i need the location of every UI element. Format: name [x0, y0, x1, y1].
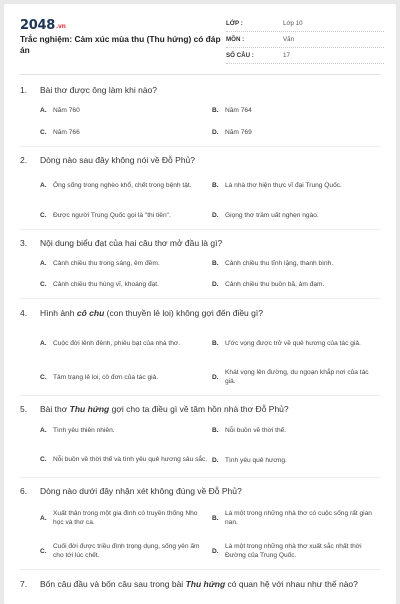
option-1a[interactable] [40, 105, 209, 115]
site-logo[interactable] [20, 18, 66, 33]
question-stem: Bài thơ được ông làm khi nào? [40, 85, 158, 95]
option-letter: D. [212, 373, 219, 381]
question-stem-part: gợi cho ta điều gì về tâm hồn nhà thơ Đỗ Phủ? [109, 404, 289, 414]
question-text [20, 237, 380, 249]
option-letter: A. [40, 259, 47, 267]
question-2 [20, 154, 380, 166]
question-text [20, 154, 380, 166]
question-5 [20, 403, 380, 415]
option-letter: B. [212, 514, 219, 522]
option-text: Cảnh chiều thu buồn bã, ảm đạm. [225, 280, 325, 288]
option-letter: C. [40, 280, 47, 288]
question-3 [20, 237, 380, 249]
option-3b[interactable] [212, 258, 381, 268]
question-text [20, 578, 380, 590]
question-stem: Dòng nào sau đây không nói về Đỗ Phủ? [40, 155, 196, 165]
option-letter: C. [40, 211, 47, 219]
option-letter: B. [212, 426, 219, 434]
option-text: Giọng thơ trầm uất nghẹn ngào. [225, 211, 319, 219]
question-stem-part: Bài thơ [40, 404, 70, 414]
exam-page [4, 4, 396, 604]
question-stem-emphasis: cô chu [76, 308, 105, 318]
question-text [20, 403, 380, 415]
meta-label: SỐ CÂU : [226, 52, 254, 59]
option-letter: B. [212, 106, 219, 114]
option-text: Cảnh chiều thu trong sáng, êm đềm. [53, 259, 160, 267]
question-stem-part: có quan hệ với nhau như thế nào? [225, 579, 358, 589]
meta-row-class [226, 16, 384, 32]
option-text: Nỗi buồn về thời thế và tình yêu quê hương sâu sắc. [53, 455, 208, 463]
option-letter: A. [40, 426, 47, 434]
option-letter: A. [40, 181, 47, 189]
option-letter: A. [40, 514, 47, 522]
meta-label: LỚP : [226, 20, 243, 27]
option-letter: B. [212, 339, 219, 347]
option-2d[interactable] [212, 210, 381, 220]
meta-value: 17 [283, 52, 290, 59]
question-number: 7. [20, 579, 28, 589]
option-5d[interactable] [212, 455, 381, 465]
option-letter: C. [40, 547, 47, 555]
option-text: Khát vọng lên đường, du ngoạn khắp nơi của tác giả. [225, 369, 369, 385]
meta-value: Văn [283, 36, 295, 43]
option-letter: C. [40, 455, 47, 463]
question-divider [20, 477, 380, 478]
option-letter: A. [40, 339, 47, 347]
question-divider [20, 395, 380, 396]
option-letter: A. [40, 106, 47, 114]
question-number: 3. [20, 238, 28, 248]
option-letter: D. [212, 211, 219, 219]
meta-value: Lớp 10 [283, 20, 303, 27]
question-6 [20, 485, 380, 497]
option-6c[interactable] [40, 542, 209, 560]
question-stem-part: Hình ảnh [40, 308, 77, 318]
question-stem-emphasis: Thu hứng [185, 579, 226, 589]
option-text: Tình yêu quê hương. [225, 456, 287, 464]
option-text: Tình yêu thiên nhiên. [53, 426, 115, 434]
option-6b[interactable] [212, 509, 381, 527]
question-divider [20, 229, 380, 230]
option-6a[interactable] [40, 509, 209, 527]
option-letter: B. [212, 181, 219, 189]
option-2a[interactable] [40, 175, 209, 195]
option-5b[interactable] [212, 425, 381, 435]
option-letter: C. [40, 373, 47, 381]
option-text: Là nhà thơ hiện thực vĩ đại Trung Quốc. [225, 181, 342, 189]
option-letter: C. [40, 128, 47, 136]
question-stem: Dòng nào dưới đây nhận xét không đúng về Đỗ Phủ? [40, 486, 242, 496]
meta-row-subject [226, 32, 384, 48]
meta-row-count [226, 48, 384, 64]
question-text [20, 485, 380, 497]
question-divider [20, 298, 380, 299]
option-1b[interactable] [212, 105, 381, 115]
option-text: Ước vọng được trở về quê hương của tác giả. [225, 339, 361, 347]
option-3d[interactable] [212, 279, 381, 289]
option-5c[interactable] [40, 450, 209, 468]
question-4 [20, 307, 380, 319]
question-text [20, 84, 380, 96]
question-number: 5. [20, 404, 28, 414]
option-letter: D. [212, 547, 219, 555]
question-stem-part: Bốn câu đầu và bốn câu sau trong bài [40, 579, 186, 589]
option-2c[interactable] [40, 210, 209, 220]
option-2b[interactable] [212, 175, 381, 195]
option-letter: B. [212, 259, 219, 267]
option-text: Xuất thân trong một gia đình có truyền thống Nho học và thơ ca. [53, 510, 198, 526]
option-text: Cuối đời được triều đình trọng dụng, sống yên ấm cho tới lúc chết. [53, 543, 200, 559]
option-text: Tâm trạng lẻ loi, cô đơn của tác giả. [53, 373, 159, 381]
header-divider [20, 74, 380, 75]
option-6d[interactable] [212, 542, 381, 560]
exam-meta [226, 16, 384, 64]
option-text: Năm 764 [225, 106, 252, 114]
option-text: Năm 760 [53, 106, 80, 114]
option-3c[interactable] [40, 279, 209, 289]
question-text [20, 307, 380, 319]
question-stem-part: (con thuyền lẻ loi) không gợi đến điều gì? [104, 308, 263, 318]
page-title: Trắc nghiệm: Cảm xúc mùa thu (Thu hứng) có đáp án [20, 34, 221, 55]
option-4b[interactable] [212, 334, 381, 352]
option-text: Năm 769 [225, 128, 252, 136]
question-number: 6. [20, 486, 28, 496]
option-text: Được người Trung Quốc gọi là "thi tiên". [53, 211, 171, 219]
question-number: 4. [20, 308, 28, 318]
question-divider [20, 146, 380, 147]
question-stem: Nội dung biểu đạt của hai câu thơ mở đầu là gì? [40, 238, 223, 248]
meta-label: MÔN : [226, 36, 245, 43]
logo-text: 2048 [20, 18, 55, 33]
option-text: Ông sống trong nghèo khổ, chết trong bệnh tật. [53, 181, 192, 189]
option-text: Cuộc đời lênh đênh, phiêu bạt của nhà thơ. [53, 339, 181, 347]
question-number: 2. [20, 155, 28, 165]
option-letter: D. [212, 456, 219, 464]
logo-suffix: .vn [55, 23, 66, 30]
option-text: Là một trong những nhà thơ có cuộc sống rất gian nan. [225, 510, 372, 526]
question-number: 1. [20, 85, 28, 95]
question-1 [20, 84, 380, 96]
option-1c[interactable] [40, 127, 209, 137]
option-text: Năm 766 [53, 128, 80, 136]
option-4d[interactable] [212, 368, 381, 386]
option-text: Nỗi buồn về thời thế. [225, 426, 287, 434]
option-text: Cảnh chiều thu tĩnh lặng, thanh bình. [225, 259, 334, 267]
option-letter: D. [212, 128, 219, 136]
option-text: Là một trong những nhà thơ xuất sắc nhất thời Đường của Trung Quốc. [225, 543, 362, 559]
question-stem-emphasis: Thu hứng [69, 404, 110, 414]
question-7 [20, 578, 380, 590]
option-1d[interactable] [212, 127, 381, 137]
option-4c[interactable] [40, 368, 209, 386]
option-letter: D. [212, 280, 219, 288]
option-5a[interactable] [40, 425, 209, 435]
header [4, 4, 396, 68]
option-3a[interactable] [40, 258, 209, 268]
option-text: Cảnh chiều thu hùng vĩ, khoáng đạt. [53, 280, 159, 288]
question-divider [20, 569, 380, 570]
option-4a[interactable] [40, 334, 209, 352]
